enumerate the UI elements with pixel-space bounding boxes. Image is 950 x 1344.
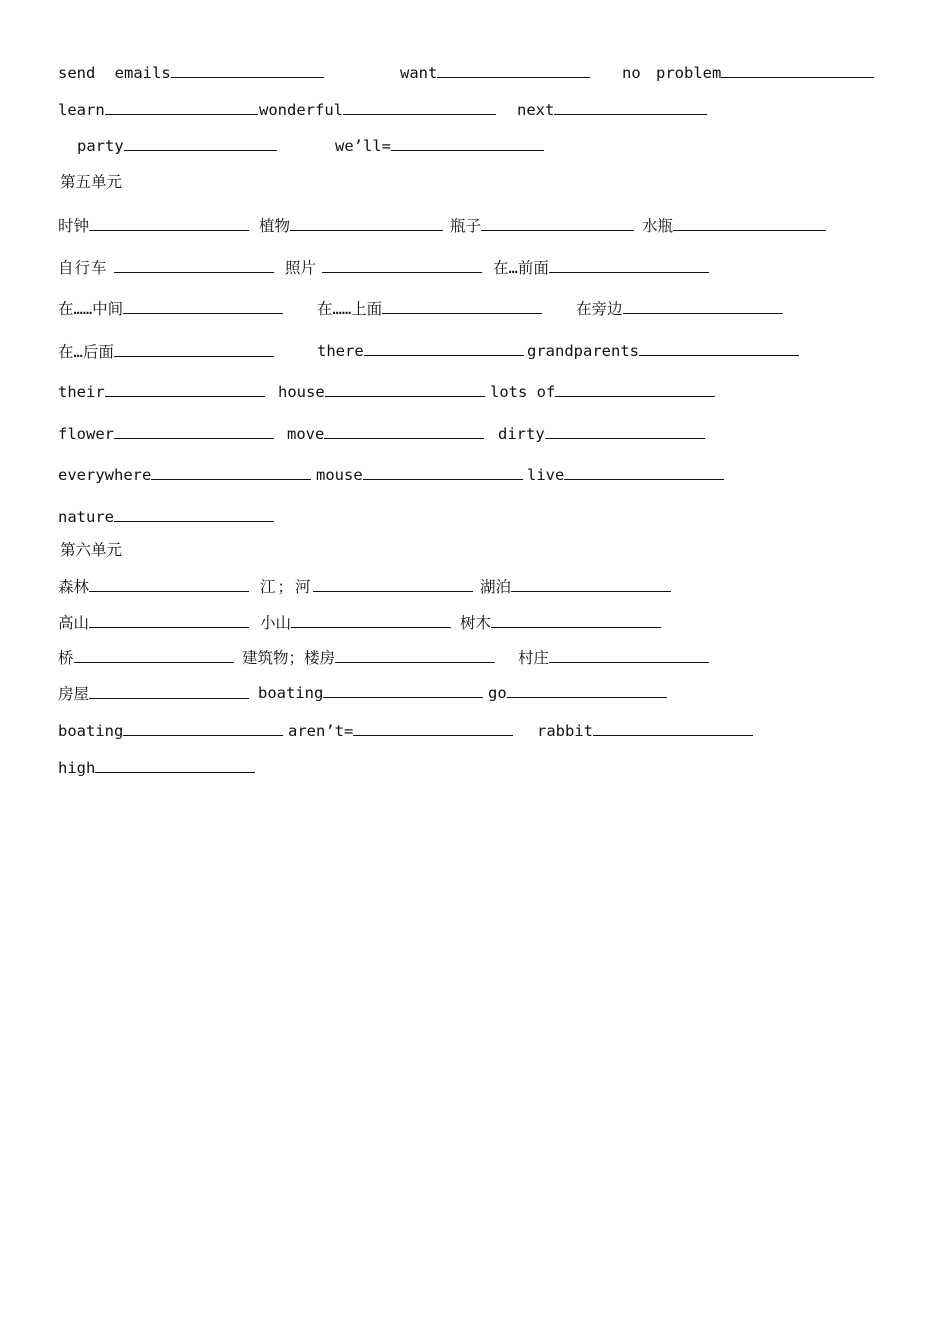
answer-blank[interactable] [564,464,724,480]
unit-heading: 第六单元 [60,541,123,559]
vocab-word: 在旁边 [576,300,623,318]
vocab-word: 时钟 [58,217,90,235]
vocab-word: 高山 [58,614,90,632]
answer-blank[interactable] [325,381,485,397]
vocab-item [58,62,324,82]
vocab-word: 在……中间 [58,300,124,318]
answer-blank[interactable] [623,298,783,314]
vocab-word: we’ll= [335,137,391,155]
answer-blank[interactable] [391,135,544,151]
vocab-item [518,646,709,668]
answer-blank[interactable] [114,341,274,357]
vocab-word: 植物 [259,217,291,235]
vocab-word: want [400,64,438,82]
vocab-item [622,62,874,82]
answer-blank[interactable] [335,647,495,663]
vocab-item [480,575,671,597]
vocab-item [258,682,483,702]
vocab-item [58,646,234,668]
vocab-item [317,340,524,360]
answer-blank[interactable] [507,682,667,698]
vocab-item [288,720,513,740]
vocab-item [498,423,705,443]
vocab-word: nature [58,508,114,526]
vocab-word: send emails [58,64,171,82]
vocab-item [278,381,485,401]
answer-blank[interactable] [95,757,255,773]
vocab-item [260,611,451,633]
vocab-word: boating [58,722,124,740]
vocab-word: flower [58,425,114,443]
unit-heading: 第五单元 [60,173,123,191]
vocab-item [58,297,283,319]
answer-blank[interactable] [89,576,249,592]
answer-blank[interactable] [105,381,265,397]
answer-blank[interactable] [353,720,513,736]
vocab-word: 瓶子 [450,217,482,235]
answer-blank[interactable] [151,464,311,480]
answer-blank[interactable] [491,612,661,628]
answer-blank[interactable] [554,99,707,115]
vocab-item [400,62,590,82]
answer-blank[interactable] [123,720,283,736]
vocab-word: live [527,466,565,484]
answer-blank[interactable] [549,257,709,273]
vocab-item [460,611,661,633]
vocab-word: rabbit [537,722,593,740]
vocab-item [58,506,274,526]
vocab-word: 村庄 [518,649,550,667]
answer-blank[interactable] [322,257,482,273]
answer-blank[interactable] [673,215,826,231]
vocab-item [488,682,667,702]
answer-blank[interactable] [545,423,705,439]
vocab-item [58,720,283,740]
vocab-word: move [287,425,325,443]
vocab-item [259,214,443,236]
vocab-item [58,99,258,119]
vocab-word: dirty [498,425,545,443]
vocab-word: 建筑物；楼房 [242,649,336,667]
answer-blank[interactable] [74,647,234,663]
vocab-item [58,214,249,236]
vocab-word: 桥 [58,649,74,667]
vocab-word: learn [58,101,105,119]
vocab-word: 小山 [260,614,292,632]
vocab-word: 森林 [58,578,90,596]
vocab-item [260,575,473,597]
vocab-item [58,256,274,278]
vocab-word: 树木 [460,614,492,632]
answer-blank[interactable] [105,99,258,115]
vocab-word: 在…前面 [493,259,549,277]
vocab-item [58,611,249,633]
vocab-word: 照片 [285,259,317,277]
vocab-item [242,646,495,668]
vocab-word: 湖泊 [480,578,512,596]
vocab-item [58,340,274,362]
answer-blank[interactable] [123,298,283,314]
vocab-item [58,757,255,777]
vocab-word: mouse [316,466,363,484]
vocab-item [335,135,544,155]
answer-blank[interactable] [114,257,274,273]
vocab-word: go [488,684,507,702]
answer-blank[interactable] [114,423,274,439]
vocab-item [642,214,826,236]
vocab-word: high [58,759,96,777]
vocab-word: boating [258,684,324,702]
vocab-word: 水瓶 [642,217,674,235]
vocab-item [450,214,634,236]
answer-blank[interactable] [437,62,590,78]
vocab-word: party [77,137,124,155]
answer-blank[interactable] [364,340,524,356]
vocab-item [316,464,523,484]
answer-blank[interactable] [549,647,709,663]
answer-blank[interactable] [324,423,484,439]
answer-blank[interactable] [363,464,523,480]
vocab-word: everywhere [58,466,152,484]
answer-blank[interactable] [290,215,443,231]
answer-blank[interactable] [89,215,249,231]
answer-blank[interactable] [171,62,324,78]
answer-blank[interactable] [323,682,483,698]
vocab-item [259,99,496,119]
vocab-item [285,256,482,278]
vocab-item [58,682,249,704]
vocab-item [58,464,311,484]
vocab-word: next [517,101,555,119]
vocab-word: 在……上面 [317,300,383,318]
vocab-item [58,575,249,597]
vocab-word: 江；河 [260,578,313,596]
answer-blank[interactable] [593,720,753,736]
vocab-item [287,423,484,443]
vocab-item [58,423,274,443]
answer-blank[interactable] [382,298,542,314]
answer-blank[interactable] [511,576,671,592]
vocab-item [527,340,799,360]
answer-blank[interactable] [89,683,249,699]
answer-blank[interactable] [89,612,249,628]
vocab-item [517,99,707,119]
vocab-item [77,135,277,155]
vocab-item [58,381,265,401]
vocab-word: their [58,383,105,401]
vocab-word: 自行车 [58,259,108,277]
answer-blank[interactable] [313,576,473,592]
answer-blank[interactable] [114,506,274,522]
vocab-word: 在…后面 [58,343,114,361]
vocab-word: lots of [490,383,556,401]
vocab-word: 房屋 [58,685,90,703]
vocab-word: aren’t= [288,722,354,740]
answer-blank[interactable] [721,62,874,78]
answer-blank[interactable] [555,381,715,397]
answer-blank[interactable] [343,99,496,115]
vocab-word: wonderful [259,101,343,119]
vocab-word: house [278,383,325,401]
vocab-item [576,297,783,319]
answer-blank[interactable] [639,340,799,356]
vocab-item [490,381,715,401]
vocab-item [537,720,753,740]
vocab-word: no problem [622,64,722,82]
answer-blank[interactable] [291,612,451,628]
vocab-item [317,297,542,319]
answer-blank[interactable] [481,215,634,231]
vocab-word: grandparents [527,342,639,360]
vocab-item [493,256,709,278]
vocab-word: there [317,342,364,360]
answer-blank[interactable] [124,135,277,151]
vocab-item [527,464,724,484]
